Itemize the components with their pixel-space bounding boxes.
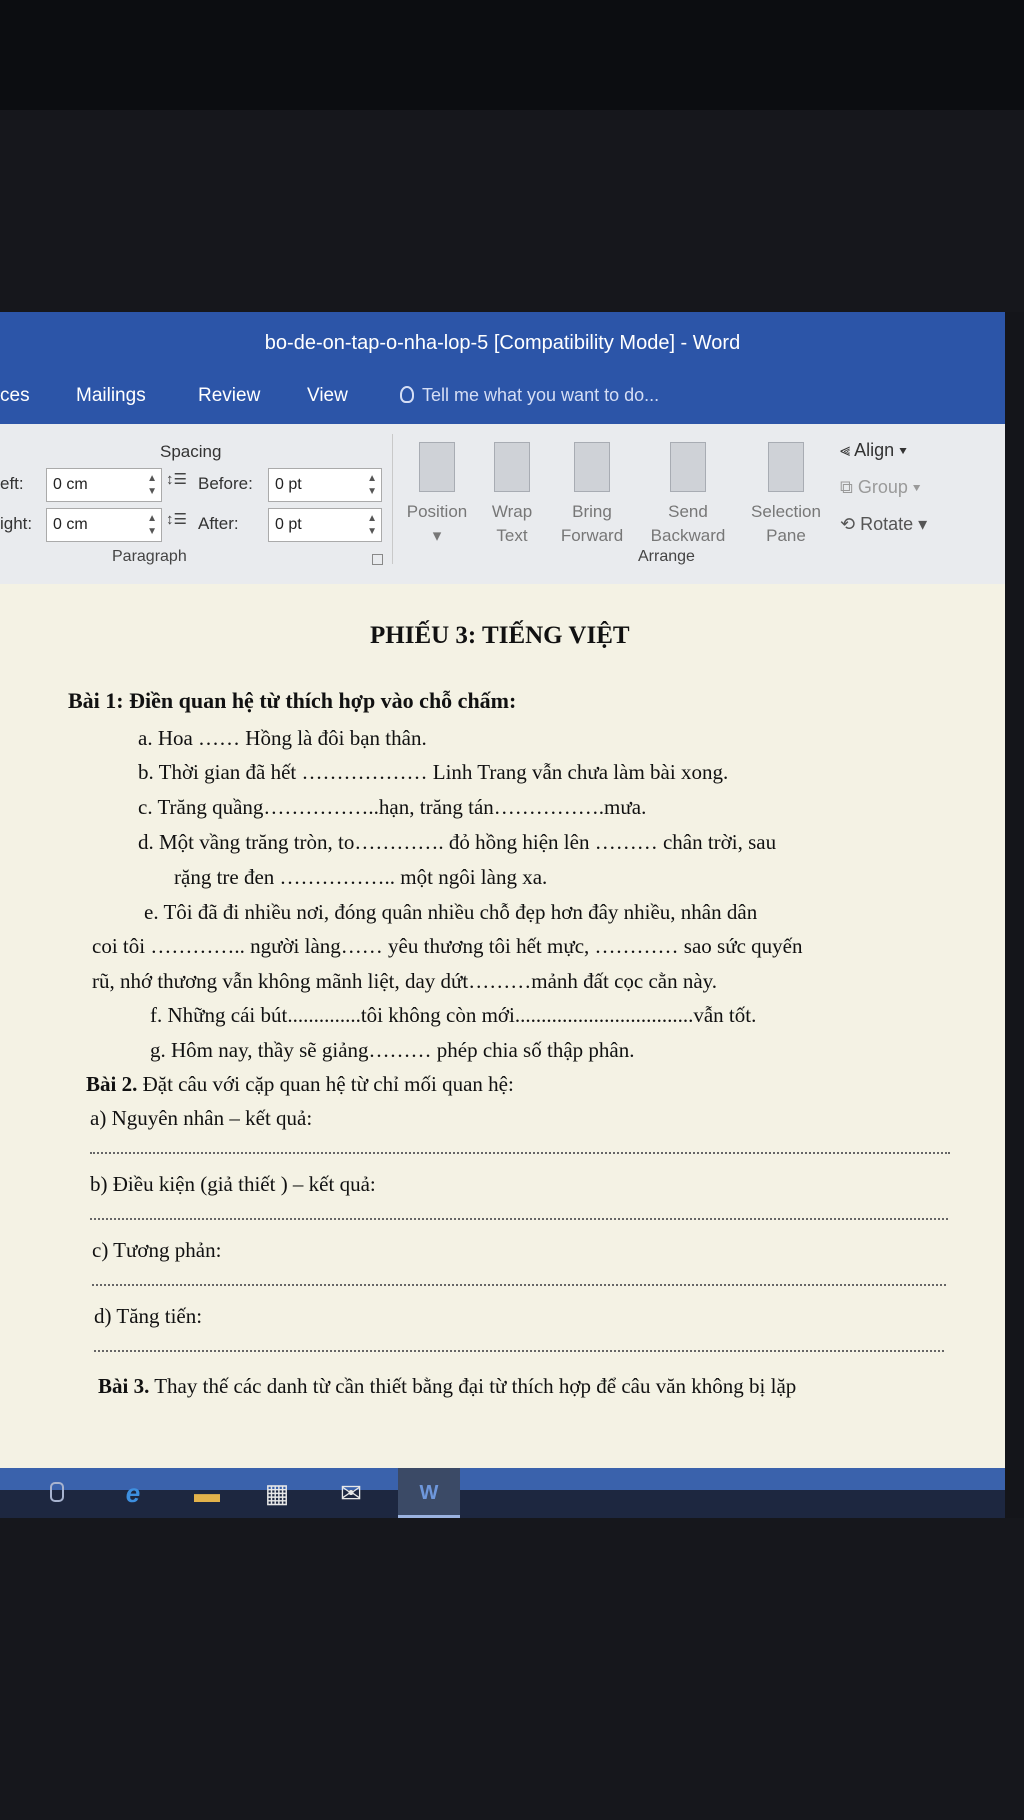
monitor-bezel-top bbox=[0, 0, 1024, 110]
bai2-heading bbox=[86, 1072, 514, 1097]
bring-forward-label-2: Forward bbox=[560, 526, 624, 545]
arrange-group-label: Arrange bbox=[638, 548, 695, 565]
ribbon-tabs bbox=[0, 372, 1005, 424]
spacing-title: Spacing bbox=[160, 442, 222, 461]
monitor-bezel-bottom bbox=[0, 1518, 1024, 1820]
bai2-item-a: a) Nguyên nhân – kết quả: bbox=[90, 1106, 313, 1130]
word-icon[interactable]: W bbox=[398, 1468, 460, 1518]
bai1-line-g: g. Hôm nay, thầy sẽ giảng……… phép chia số thập phân. bbox=[150, 1038, 635, 1062]
group-label: Group bbox=[857, 477, 908, 497]
bai2-title: Bài 2. bbox=[86, 1072, 138, 1096]
rotate-label: Rotate bbox=[860, 514, 914, 534]
indent-right-label: ight: bbox=[0, 514, 33, 533]
file-explorer-icon[interactable]: ▬ bbox=[194, 1478, 220, 1508]
wrap-text-button[interactable] bbox=[472, 442, 552, 548]
dropdown-arrow-icon: ▾ bbox=[432, 526, 442, 545]
wrap-text-label-1: Wrap bbox=[491, 502, 533, 521]
monitor-bezel-upper bbox=[0, 110, 1024, 315]
position-label: Position bbox=[406, 502, 468, 521]
bai1-line-e-cont-2: rũ, nhớ thương vẫn không mãnh liệt, day dứt………mảnh đất cọc cằn này. bbox=[92, 969, 718, 993]
rotate-icon: ⟲ bbox=[840, 514, 861, 534]
group-icon: ⧉ bbox=[840, 477, 858, 497]
bai3-heading bbox=[98, 1374, 796, 1399]
selection-pane-label-1: Selection bbox=[751, 502, 821, 521]
send-backward-button[interactable] bbox=[640, 442, 736, 548]
align-label: Align bbox=[854, 440, 895, 460]
bai3-text: Thay thế các danh từ cần thiết bằng đại từ thích hợp để câu văn không bị lặp bbox=[149, 1374, 797, 1398]
bai1-line-a: a. Hoa …… Hồng là đôi bạn thân. bbox=[138, 726, 427, 750]
ribbon bbox=[0, 424, 1005, 585]
spin-arrows-icon[interactable]: ▲ ▼ bbox=[147, 513, 157, 537]
selection-pane-icon bbox=[768, 442, 804, 492]
indent-left-label: eft: bbox=[0, 474, 24, 493]
answer-line[interactable] bbox=[90, 1152, 950, 1154]
bai1-line-e-cont-1: coi tôi ………….. người làng…… yêu thương tôi hết mực, ………… sao sức quyến bbox=[92, 934, 803, 958]
indent-left-value: 0 cm bbox=[53, 476, 88, 493]
lightbulb-icon bbox=[400, 386, 414, 403]
rotate-button[interactable]: ⟲ Rotate ▾ bbox=[840, 514, 928, 534]
send-backward-icon bbox=[670, 442, 706, 492]
spacing-after-icon: ↕☰ bbox=[166, 511, 187, 528]
bai2-item-b: b) Điều kiện (giả thiết ) – kết quả: bbox=[90, 1172, 376, 1196]
window-title: bo-de-on-tap-o-nha-lop-5 [Compatibility Mode] - Word bbox=[264, 332, 741, 354]
selection-pane-label-2: Pane bbox=[766, 526, 806, 545]
send-backward-label-1: Send bbox=[668, 502, 708, 521]
tab-references[interactable]: ces bbox=[0, 385, 30, 406]
tell-me-search[interactable] bbox=[400, 385, 659, 406]
paragraph-dialog-launcher-icon[interactable] bbox=[372, 554, 383, 565]
paragraph-group-label: Paragraph bbox=[112, 548, 187, 565]
bring-forward-label-1: Bring bbox=[572, 502, 612, 521]
spin-arrows-icon[interactable]: ▲ ▼ bbox=[147, 473, 157, 497]
bai2-item-d: d) Tăng tiến: bbox=[94, 1304, 203, 1328]
bai2-item-c: c) Tương phản: bbox=[92, 1238, 222, 1262]
word-window bbox=[0, 312, 1005, 1518]
bai1-line-d: d. Một vầng trăng tròn, to…………. đỏ hồng hiện lên ……… chân trời, sau bbox=[138, 830, 777, 854]
edge-icon[interactable]: e bbox=[125, 1478, 141, 1508]
answer-line[interactable] bbox=[90, 1218, 948, 1220]
bai1-line-f: f. Những cái bút..............tôi không còn mới..................................vẫn tốt. bbox=[150, 1003, 757, 1027]
bring-forward-icon bbox=[574, 442, 610, 492]
indent-right-value: 0 cm bbox=[53, 516, 88, 533]
store-icon[interactable]: ▦ bbox=[264, 1478, 290, 1508]
bai1-line-d-cont: rặng tre đen …………….. một ngôi làng xa. bbox=[174, 865, 548, 889]
group-button[interactable]: ⧉ Group ▾ bbox=[840, 477, 921, 497]
bai3-title: Bài 3. bbox=[98, 1374, 150, 1398]
bai1-line-b: b. Thời gian đã hết ……………… Linh Trang vẫn chưa làm bài xong. bbox=[138, 760, 729, 784]
tell-me-text: Tell me what you want to do... bbox=[422, 385, 660, 405]
tab-view[interactable]: View bbox=[307, 385, 348, 406]
ribbon-divider bbox=[392, 434, 393, 564]
align-button[interactable]: ⫷ Align ▾ bbox=[840, 440, 907, 460]
monitor-bezel-right bbox=[1005, 312, 1024, 1518]
position-button[interactable] bbox=[397, 442, 477, 548]
before-value: 0 pt bbox=[275, 476, 302, 493]
after-label: After: bbox=[198, 514, 239, 533]
indent-left-input[interactable] bbox=[46, 468, 162, 502]
title-bar bbox=[0, 312, 1005, 372]
tab-mailings[interactable]: Mailings bbox=[76, 385, 146, 406]
before-label: Before: bbox=[198, 474, 253, 493]
spacing-before-input[interactable] bbox=[268, 468, 382, 502]
spacing-after-input[interactable] bbox=[268, 508, 382, 542]
bring-forward-button[interactable] bbox=[552, 442, 632, 548]
mail-icon[interactable]: ✉ bbox=[340, 1478, 362, 1508]
indent-right-input[interactable] bbox=[46, 508, 162, 542]
document-heading: PHIẾU 3: TIẾNG VIỆT bbox=[370, 622, 630, 649]
spin-arrows-icon[interactable]: ▲ ▼ bbox=[367, 473, 377, 497]
position-icon bbox=[419, 442, 455, 492]
selection-pane-button[interactable] bbox=[742, 442, 830, 548]
wrap-text-icon bbox=[494, 442, 530, 492]
spin-arrows-icon[interactable]: ▲ ▼ bbox=[367, 513, 377, 537]
answer-line[interactable] bbox=[92, 1284, 946, 1286]
tab-review[interactable]: Review bbox=[198, 385, 261, 406]
spacing-before-icon: ↕☰ bbox=[166, 471, 187, 488]
wrap-text-label-2: Text bbox=[496, 526, 528, 545]
microphone-icon[interactable] bbox=[50, 1482, 64, 1502]
bai1-line-e: e. Tôi đã đi nhiều nơi, đóng quân nhiều chỗ đẹp hơn đây nhiều, nhân dân bbox=[144, 900, 758, 924]
bai1-title: Bài 1: Điền quan hệ từ thích hợp vào chỗ chấm: bbox=[68, 688, 517, 713]
align-icon: ⫷ bbox=[840, 440, 855, 460]
after-value: 0 pt bbox=[275, 516, 302, 533]
send-backward-label-2: Backward bbox=[650, 526, 726, 545]
document-page[interactable] bbox=[0, 584, 1005, 1468]
bai1-line-c: c. Trăng quầng……………..hạn, trăng tán…………….mưa. bbox=[138, 795, 647, 819]
bai2-text: Đặt câu với cặp quan hệ từ chỉ mối quan hệ: bbox=[137, 1072, 514, 1096]
answer-line[interactable] bbox=[94, 1350, 944, 1352]
taskbar bbox=[0, 1468, 1005, 1518]
